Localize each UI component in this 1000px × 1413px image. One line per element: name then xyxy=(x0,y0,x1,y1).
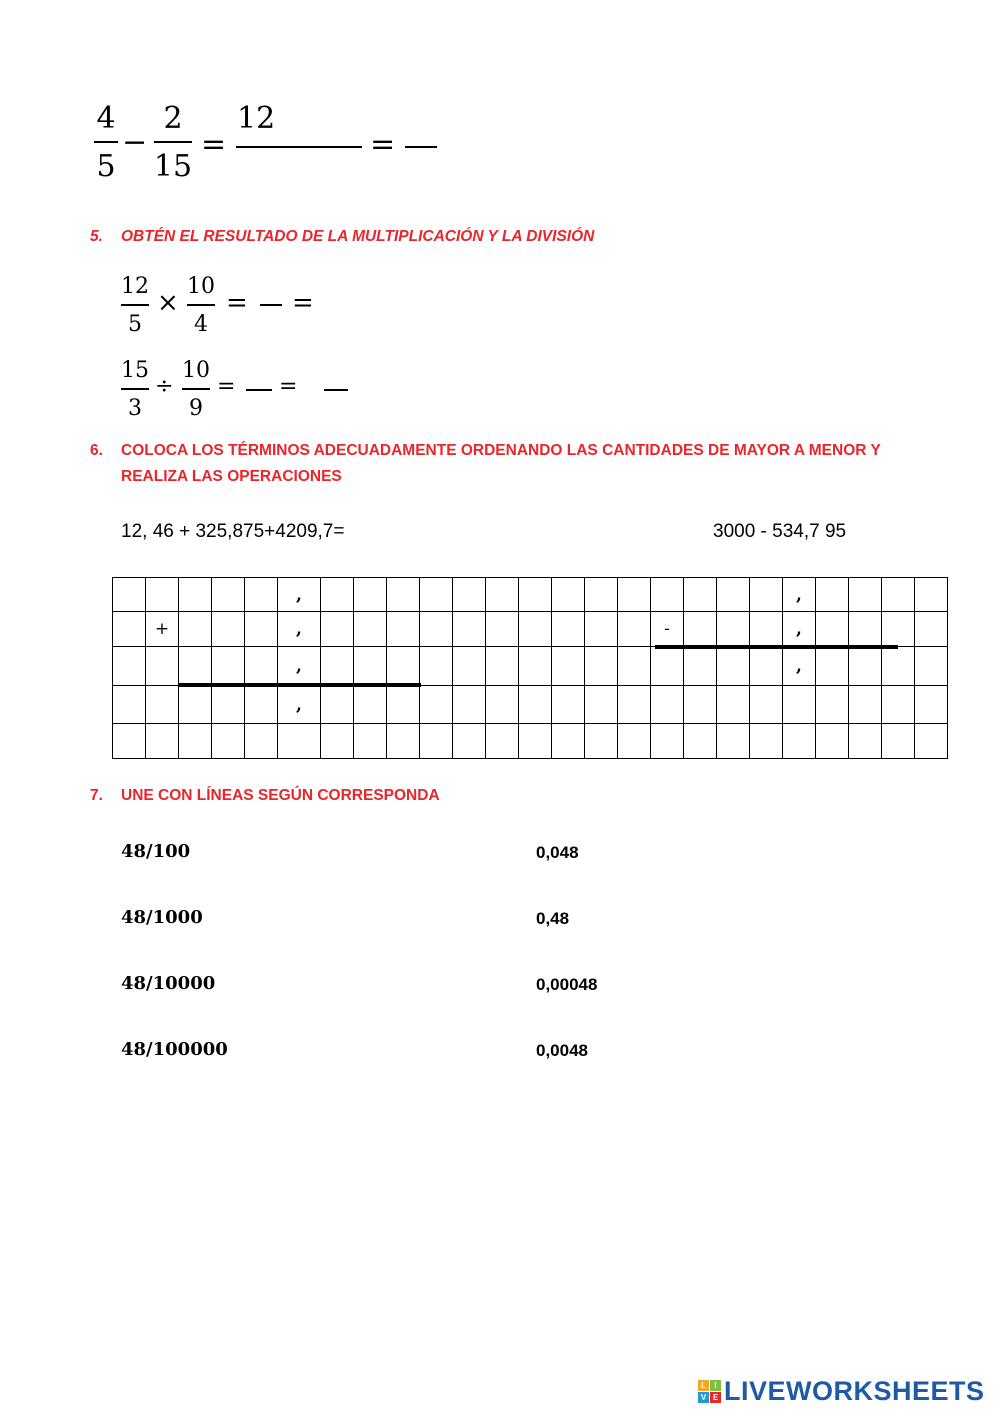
grid-cell[interactable] xyxy=(212,612,245,647)
equals-sign: = xyxy=(279,374,298,399)
sum-expression: 12, 46 + 325,875+4209,7= xyxy=(121,521,345,542)
numerator: 2 xyxy=(163,101,183,136)
grid-cell[interactable] xyxy=(651,612,684,647)
grid-cell[interactable] xyxy=(783,647,816,686)
section-7-heading xyxy=(90,788,440,804)
decimal-comma: , xyxy=(296,694,302,715)
grid-cell[interactable] xyxy=(849,647,882,686)
grid-cell[interactable] xyxy=(816,686,849,724)
grid-cell[interactable] xyxy=(618,724,651,759)
grid-cell[interactable] xyxy=(113,647,146,686)
grid-cell[interactable] xyxy=(113,686,146,724)
grid-cell[interactable] xyxy=(420,612,453,647)
decimal-comma: , xyxy=(296,656,302,676)
grid-cell[interactable] xyxy=(684,724,717,759)
section-number: 6. xyxy=(90,442,103,459)
grid-row xyxy=(113,612,948,647)
blank-answer-line[interactable] xyxy=(405,146,437,148)
grid-cell[interactable] xyxy=(453,724,486,759)
section-6-heading-line-2: REALIZA LAS OPERACIONES xyxy=(121,468,342,485)
grid-cell[interactable] xyxy=(321,612,354,647)
grid-cell[interactable] xyxy=(717,724,750,759)
grid-cell[interactable] xyxy=(486,578,519,612)
grid-cell[interactable] xyxy=(212,686,245,724)
grid-cell[interactable] xyxy=(420,686,453,724)
grid-cell[interactable] xyxy=(849,612,882,647)
fraction-item[interactable]: 48/10000 xyxy=(121,973,216,994)
grid-cell[interactable] xyxy=(651,686,684,724)
grid-row xyxy=(113,578,948,612)
minus-sign: − xyxy=(122,125,148,160)
grid-cell[interactable] xyxy=(453,647,486,686)
grid-cell[interactable] xyxy=(816,578,849,612)
equals-sign: = xyxy=(226,288,248,318)
fraction-item[interactable]: 48/100000 xyxy=(121,1039,228,1060)
numerator: 10 xyxy=(187,274,215,299)
grid-cell[interactable] xyxy=(354,686,387,724)
decimal-item[interactable]: 0,048 xyxy=(536,843,579,862)
subtraction-expression: 3000 - 534,7 95 xyxy=(713,521,847,542)
grid-cell[interactable] xyxy=(278,612,321,647)
grid-cell[interactable] xyxy=(387,612,420,647)
grid-cell[interactable] xyxy=(387,724,420,759)
grid-cell[interactable] xyxy=(585,612,618,647)
blank-answer-line[interactable] xyxy=(324,389,348,391)
grid-cell[interactable] xyxy=(552,724,585,759)
grid-cell[interactable] xyxy=(212,578,245,612)
decimal-item[interactable]: 0,48 xyxy=(536,909,570,928)
grid-cell[interactable] xyxy=(849,724,882,759)
grid-cell[interactable] xyxy=(278,686,321,724)
grid-cell[interactable] xyxy=(684,686,717,724)
fraction-bar xyxy=(187,304,215,306)
grid-cell[interactable] xyxy=(783,686,816,724)
grid-cell[interactable] xyxy=(245,612,278,647)
logo-text: LIVEWORKSHEETS xyxy=(724,1376,985,1406)
grid-cell[interactable] xyxy=(321,647,354,686)
sum-result-line xyxy=(179,683,421,687)
section-number: 7. xyxy=(90,787,103,804)
grid-cell[interactable] xyxy=(519,612,552,647)
denominator: 5 xyxy=(128,312,142,337)
section-title: OBTÉN EL RESULTADO DE LA MULTIPLICACIÓN Y LA DIVISIÓN xyxy=(121,228,595,245)
decimal-comma: , xyxy=(796,584,802,605)
logo-icon xyxy=(698,1380,721,1403)
grid-cell[interactable] xyxy=(717,578,750,612)
grid-cell[interactable] xyxy=(519,578,552,612)
fraction-12-5 xyxy=(121,276,149,336)
grid-cell[interactable] xyxy=(179,612,212,647)
numerator: 4 xyxy=(96,101,116,136)
grid-cell[interactable] xyxy=(179,647,212,686)
grid-cell[interactable] xyxy=(684,647,717,686)
fraction-bar xyxy=(94,141,118,143)
denominator: 4 xyxy=(194,312,208,337)
grid-cell[interactable] xyxy=(585,578,618,612)
section-title: UNE CON LÍNEAS SEGÚN CORRESPONDA xyxy=(121,787,440,804)
grid-cell[interactable] xyxy=(585,724,618,759)
grid-cell[interactable] xyxy=(618,686,651,724)
plus-sign: + xyxy=(154,619,170,639)
grid-cell[interactable] xyxy=(420,724,453,759)
section-5-heading xyxy=(90,229,594,245)
fraction-item[interactable]: 48/100 xyxy=(121,841,191,862)
grid-cell[interactable] xyxy=(354,724,387,759)
grid-cell[interactable] xyxy=(519,724,552,759)
numerator: 12 xyxy=(121,274,149,299)
grid-cell[interactable] xyxy=(750,686,783,724)
subtraction-result-line xyxy=(655,645,898,649)
decimal-item[interactable]: 0,0048 xyxy=(536,1041,588,1060)
decimal-item[interactable]: 0,00048 xyxy=(536,975,598,994)
blank-answer-line[interactable] xyxy=(246,389,272,391)
multiply-sign: × xyxy=(157,288,179,318)
decimal-comma: , xyxy=(296,619,302,639)
logo-letter: E xyxy=(710,1392,721,1403)
divide-sign: ÷ xyxy=(155,374,174,399)
grid-cell[interactable] xyxy=(816,612,849,647)
grid-row xyxy=(113,647,948,686)
grid-cell[interactable] xyxy=(113,724,146,759)
logo-letter: L xyxy=(698,1380,709,1391)
grid-cell[interactable] xyxy=(387,647,420,686)
grid-cell[interactable] xyxy=(486,686,519,724)
grid-cell[interactable] xyxy=(387,578,420,612)
grid-cell[interactable] xyxy=(750,647,783,686)
decimal-comma: , xyxy=(296,584,302,605)
grid-cell[interactable] xyxy=(552,578,585,612)
grid-cell[interactable] xyxy=(179,578,212,612)
grid-cell[interactable] xyxy=(816,647,849,686)
denominator: 15 xyxy=(153,149,193,184)
grid-cell[interactable] xyxy=(245,724,278,759)
grid-cell[interactable] xyxy=(453,612,486,647)
grid-cell[interactable] xyxy=(212,724,245,759)
grid-cell[interactable] xyxy=(245,647,278,686)
grid-cell[interactable] xyxy=(453,686,486,724)
grid-cell[interactable] xyxy=(915,647,948,686)
fraction-15-3 xyxy=(121,360,149,420)
grid-cell[interactable] xyxy=(146,724,179,759)
decimal-comma: , xyxy=(796,619,802,639)
grid-cell[interactable] xyxy=(354,647,387,686)
grid-cell[interactable] xyxy=(882,612,915,647)
grid-cell[interactable] xyxy=(486,724,519,759)
equals-sign: = xyxy=(201,127,227,162)
grid-cell[interactable] xyxy=(915,724,948,759)
grid-cell[interactable] xyxy=(321,686,354,724)
grid-cell[interactable] xyxy=(585,686,618,724)
grid-cell[interactable] xyxy=(387,686,420,724)
grid-cell[interactable] xyxy=(651,578,684,612)
grid-cell[interactable] xyxy=(278,578,321,612)
grid-cell[interactable] xyxy=(849,686,882,724)
grid-cell[interactable] xyxy=(245,578,278,612)
fraction-bar xyxy=(154,141,192,143)
logo-letter: V xyxy=(698,1392,709,1403)
grid-cell[interactable] xyxy=(882,686,915,724)
grid-cell[interactable] xyxy=(882,724,915,759)
grid-cell[interactable] xyxy=(519,686,552,724)
equals-sign: = xyxy=(370,127,396,162)
grid-cell[interactable] xyxy=(453,578,486,612)
fraction-4-5 xyxy=(94,101,118,184)
fraction-2-15 xyxy=(153,101,193,184)
grid-cell[interactable] xyxy=(618,578,651,612)
grid-cell[interactable] xyxy=(519,647,552,686)
minus-sign: - xyxy=(664,619,670,639)
equals-sign: = xyxy=(217,374,236,399)
grid-cell[interactable] xyxy=(212,647,245,686)
fraction-bar xyxy=(182,388,210,390)
grid-cell[interactable] xyxy=(783,724,816,759)
grid-cell[interactable] xyxy=(684,578,717,612)
grid-cell[interactable] xyxy=(552,686,585,724)
grid-cell[interactable] xyxy=(618,612,651,647)
result-fraction-bar xyxy=(236,146,362,148)
grid-cell[interactable] xyxy=(717,647,750,686)
logo-letter: I xyxy=(710,1380,721,1391)
denominator: 9 xyxy=(189,396,203,421)
grid-cell[interactable] xyxy=(750,612,783,647)
decimal-comma: , xyxy=(796,656,802,676)
grid-cell[interactable] xyxy=(915,578,948,612)
grid-cell[interactable] xyxy=(113,578,146,612)
grid-cell[interactable] xyxy=(750,724,783,759)
liveworksheets-logo xyxy=(698,1378,985,1405)
grid-cell[interactable] xyxy=(585,647,618,686)
fraction-bar xyxy=(121,388,149,390)
grid-cell[interactable] xyxy=(915,612,948,647)
operations-grid xyxy=(112,577,948,759)
section-6-heading xyxy=(90,443,881,459)
grid-cell[interactable] xyxy=(179,686,212,724)
grid-cell[interactable] xyxy=(245,686,278,724)
grid-cell[interactable] xyxy=(146,647,179,686)
numerator: 15 xyxy=(121,358,149,383)
grid-cell[interactable] xyxy=(146,686,179,724)
fraction-item[interactable]: 48/1000 xyxy=(121,907,203,928)
grid-cell[interactable] xyxy=(321,724,354,759)
grid-cell[interactable] xyxy=(146,578,179,612)
denominator: 3 xyxy=(128,396,142,421)
grid-cell[interactable] xyxy=(354,612,387,647)
grid-cell[interactable] xyxy=(849,578,882,612)
grid-cell[interactable] xyxy=(321,578,354,612)
grid-cell[interactable] xyxy=(882,647,915,686)
grid-cell[interactable] xyxy=(783,612,816,647)
grid-cell[interactable] xyxy=(552,612,585,647)
blank-answer-line[interactable] xyxy=(260,304,282,306)
result-numerator: 12 xyxy=(237,101,276,136)
grid-cell[interactable] xyxy=(651,724,684,759)
grid-cell[interactable] xyxy=(278,647,321,686)
grid-cell[interactable] xyxy=(486,612,519,647)
fraction-10-4 xyxy=(187,276,215,336)
fraction-bar xyxy=(121,304,149,306)
grid-row xyxy=(113,686,948,724)
grid-cell[interactable] xyxy=(179,724,212,759)
grid-cell[interactable] xyxy=(717,686,750,724)
grid-cell[interactable] xyxy=(684,612,717,647)
grid-row xyxy=(113,724,948,759)
grid-cell[interactable] xyxy=(486,647,519,686)
grid-cell[interactable] xyxy=(618,647,651,686)
equals-sign: = xyxy=(292,288,314,318)
fraction-10-9 xyxy=(182,360,210,420)
grid-cell[interactable] xyxy=(278,724,321,759)
grid-cell[interactable] xyxy=(915,686,948,724)
grid-cell[interactable] xyxy=(146,612,179,647)
grid-cell[interactable] xyxy=(717,612,750,647)
grid-cell[interactable] xyxy=(420,578,453,612)
section-title-line-1: COLOCA LOS TÉRMINOS ADECUADAMENTE ORDENANDO LAS CANTIDADES DE MAYOR A MENOR Y xyxy=(121,442,881,459)
grid-cell[interactable] xyxy=(651,647,684,686)
numerator: 10 xyxy=(182,358,210,383)
grid-cell[interactable] xyxy=(552,647,585,686)
grid-cell[interactable] xyxy=(113,612,146,647)
grid-cell[interactable] xyxy=(882,578,915,612)
grid-cell[interactable] xyxy=(354,578,387,612)
grid-cell[interactable] xyxy=(783,578,816,612)
section-number: 5. xyxy=(90,228,103,245)
denominator: 5 xyxy=(96,149,116,184)
grid-cell[interactable] xyxy=(750,578,783,612)
grid-cell[interactable] xyxy=(420,647,453,686)
grid-cell[interactable] xyxy=(816,724,849,759)
